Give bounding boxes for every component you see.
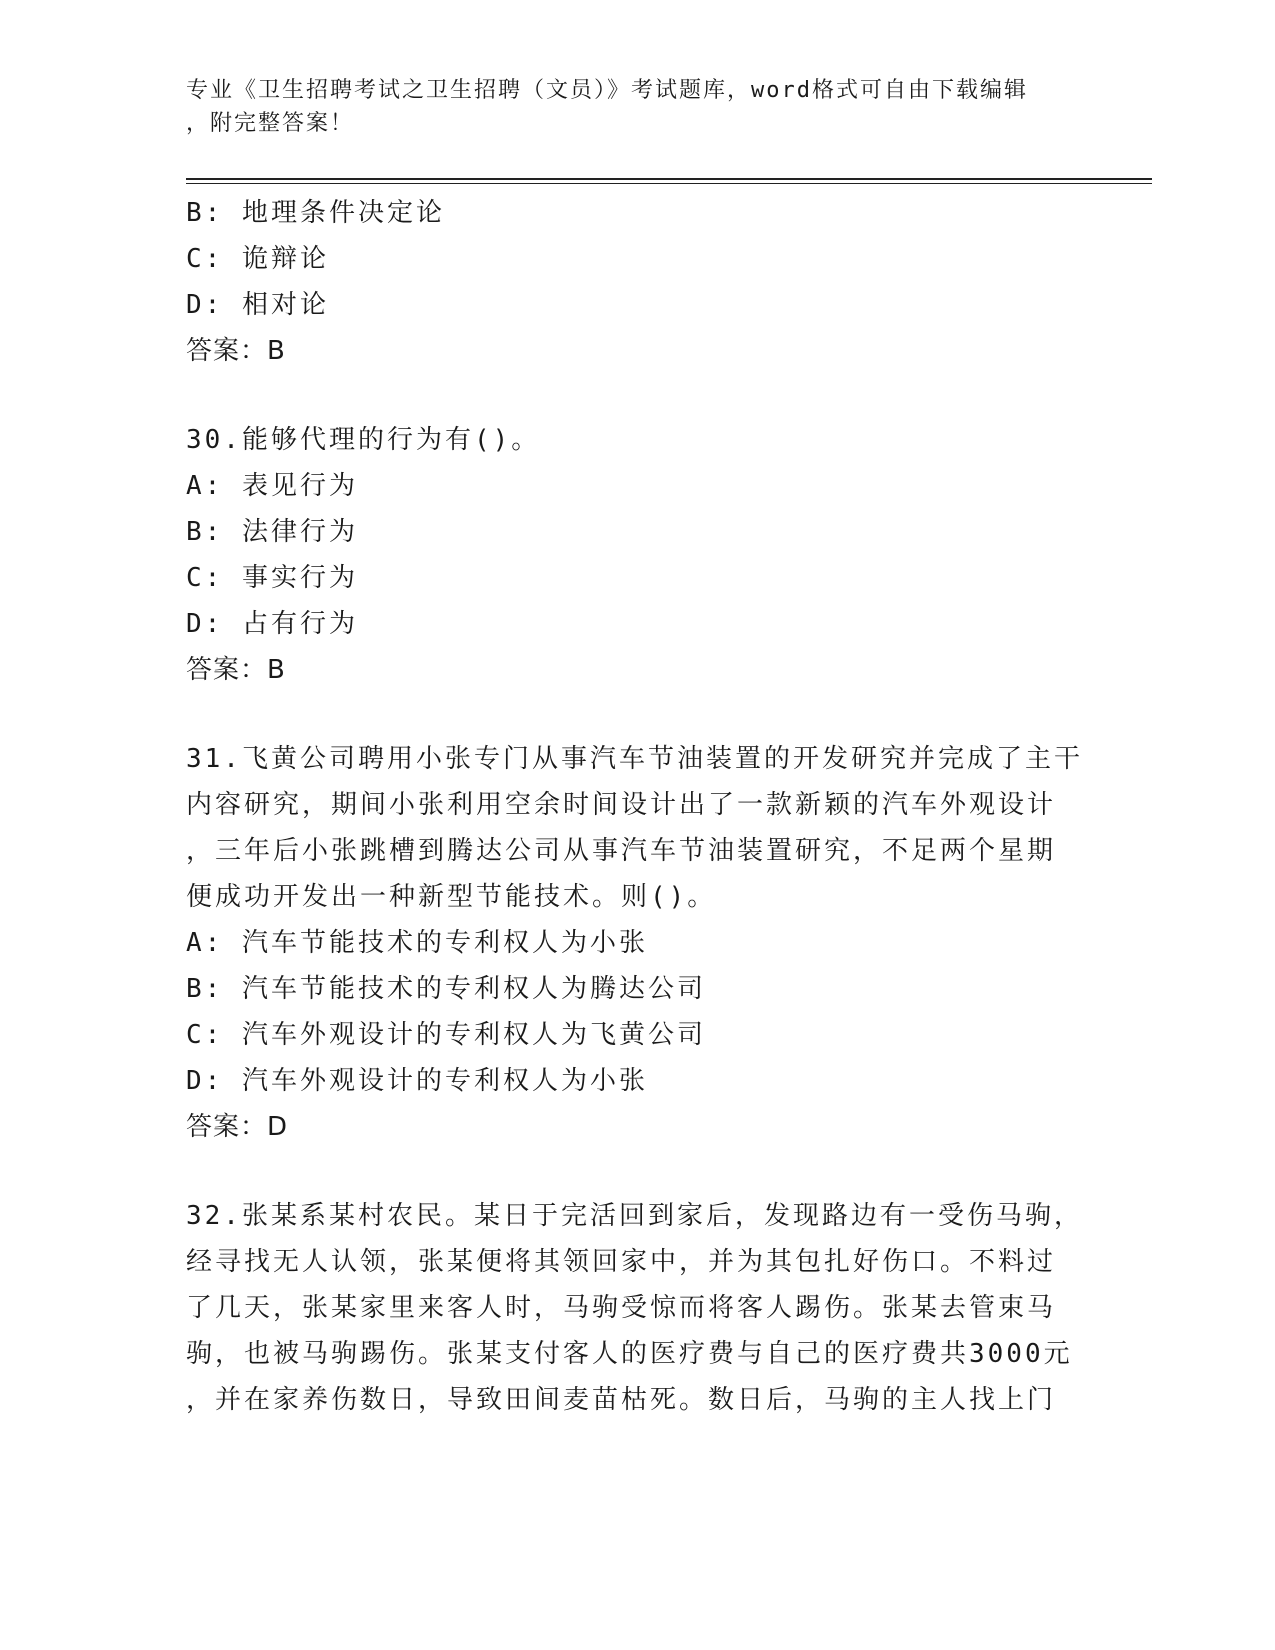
question-30	[186, 417, 1086, 693]
option-c: C: 诡辩论	[186, 244, 329, 274]
option-b: B: 汽车节能技术的专利权人为腾达公司	[186, 974, 706, 1004]
header-rule-thin	[186, 183, 1152, 184]
question-stem-line: ，并在家养伤数日，导致田间麦苗枯死。数日后，马驹的主人找上门	[186, 1385, 1057, 1415]
question-stem-line: 内容研究，期间小张利用空余时间设计出了一款新颖的汽车外观设计	[186, 790, 1057, 820]
question-29-tail	[186, 190, 1086, 374]
question-32	[186, 1193, 1086, 1423]
question-stem-line: 便成功开发出一种新型节能技术。则()。	[186, 882, 717, 912]
option-d: D: 相对论	[186, 290, 329, 320]
spacer	[186, 693, 1086, 736]
question-stem-line: ，三年后小张跳槽到腾达公司从事汽车节油装置研究，不足两个星期	[186, 836, 1057, 866]
option-c: C: 汽车外观设计的专利权人为飞黄公司	[186, 1020, 706, 1050]
option-b: B: 法律行为	[186, 517, 358, 547]
question-stem-line: 经寻找无人认领，张某便将其领回家中，并为其包扎好伤口。不料过	[186, 1247, 1057, 1277]
question-31	[186, 736, 1086, 1150]
option-c: C: 事实行为	[186, 563, 358, 593]
header-line-2: ，附完整答案！	[186, 111, 355, 136]
question-stem-line: 驹，也被马驹踢伤。张某支付客人的医疗费与自己的医疗费共3000元	[186, 1339, 1073, 1369]
header-line-1: 专业《卫生招聘考试之卫生招聘（文员）》考试题库，word格式可自由下载编辑	[186, 78, 1028, 103]
question-stem-line: 了几天，张某家里来客人时，马驹受惊而将客人踢伤。张某去管束马	[186, 1293, 1057, 1323]
spacer	[186, 374, 1086, 417]
answer: 答案：D	[186, 1112, 289, 1142]
question-stem-line: 32.张某系某村农民。某日于完活回到家后，发现路边有一受伤马驹，	[186, 1201, 1083, 1231]
option-b: B: 地理条件决定论	[186, 198, 445, 228]
option-a: A: 汽车节能技术的专利权人为小张	[186, 928, 648, 958]
option-d: D: 汽车外观设计的专利权人为小张	[186, 1066, 648, 1096]
document-header	[186, 74, 1066, 140]
question-list	[186, 190, 1086, 1423]
answer: 答案：B	[186, 655, 286, 685]
spacer	[186, 1150, 1086, 1193]
option-d: D: 占有行为	[186, 609, 358, 639]
answer: 答案：B	[186, 336, 286, 366]
question-stem-line: 31.飞黄公司聘用小张专门从事汽车节油装置的开发研究并完成了主干	[186, 744, 1083, 774]
header-rule-thick	[186, 178, 1152, 180]
question-stem: 30.能够代理的行为有()。	[186, 425, 541, 455]
option-a: A: 表见行为	[186, 471, 358, 501]
